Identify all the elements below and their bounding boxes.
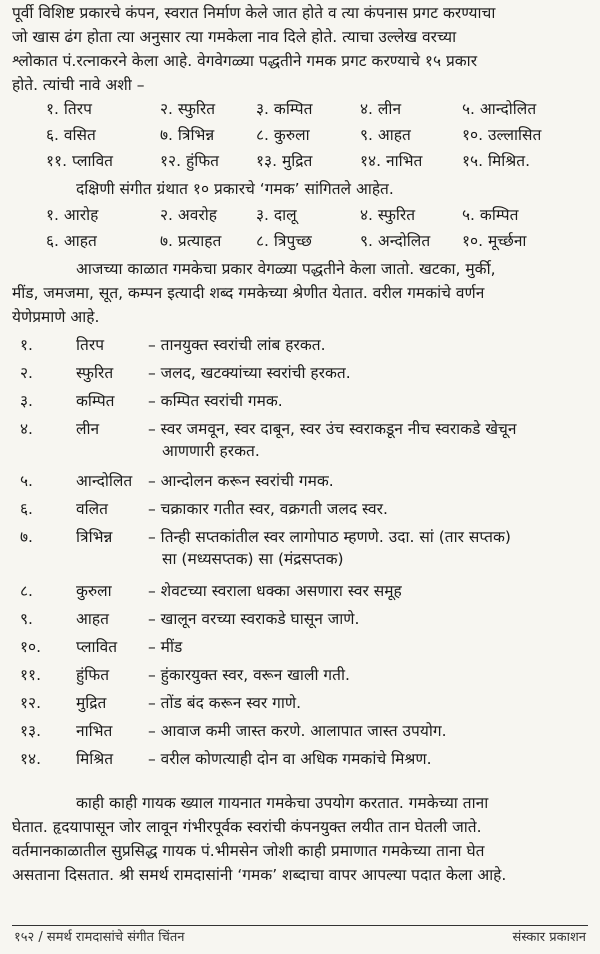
list-item: ६. आहत [46,232,97,250]
list-10-row-2 [0,228,600,254]
closing-line-1: काही काही गायक ख्याल गायनात गमकेचा उपयोग करतात. गमकेच्या ताना [76,794,489,812]
list-item: ८. त्रिपुच्छ [256,232,312,250]
closing-line-3: वर्तमानकाळातील सुप्रसिद्ध गायक पं.भीमसेन जोशी काही प्रमाणात गमकेच्या ताना घेत [12,842,485,860]
modern-line-1: आजच्या काळात गमकेचा प्रकार वेगळ्या पद्धतीने केला जातो. खटका, मुर्की, [76,260,496,278]
definition-row [0,416,600,464]
definition-text-continued: सा (मध्यसप्तक) सा (मंद्रसप्तक) [162,550,344,568]
definition-text: – खालून वरच्या स्वराकडे घासून जाणे. [148,610,360,628]
definition-number: ६. [20,500,33,518]
closing-line-4: असताना दिसतात. श्री समर्थ रामदासांनी ‘गमक’ शब्दाचा वापर आपल्या पदात केला आहे. [12,866,507,884]
intro-line-1: पूर्वी विशिष्ट प्रकारचे कंपन, स्वरात निर्माण केले जात होते व त्या कंपनास प्रगट करण्याचा [12,4,496,22]
definition-number: १३. [20,722,42,740]
footer-divider [12,925,588,926]
definition-text: – आन्दोलन करून स्वरांची गमक. [148,472,334,490]
definition-text: – मींड [148,638,183,656]
definition-row [0,606,600,632]
list-item: १४. नाभित [360,152,423,170]
definition-row [0,662,600,688]
intro-line-2: जो खास ढंग होता त्या अनुसार त्या गमकेला नाव दिले होते. त्याचा उल्लेख वरच्या [12,28,457,46]
list-item: १. आरोह [46,206,99,224]
definition-text: – जलद, खटक्यांच्या स्वरांची हरकत. [148,364,351,382]
footer-page-title: १५२ / समर्थ रामदासांचे संगीत चिंतन [14,930,185,945]
definition-number: ४. [20,420,33,438]
list-item: १०. मूर्च्छना [462,232,527,250]
definition-text: – तिन्ही सप्तकांतील स्वर लागोपाठ म्हणणे. उदा. सां (तार सप्तक) [148,528,511,546]
definition-row [0,360,600,386]
definition-number: ३. [20,392,33,410]
modern-line-2: मींड, जमजमा, सूत, कम्पन इत्यादी शब्द गमकेच्या श्रेणीत येतात. वरील गमकांचे वर्णन [12,284,485,302]
definition-term: लीन [76,420,100,438]
definition-row [0,496,600,522]
definition-row [0,332,600,358]
definition-text: – तोंड बंद करून स्वर गाणे. [148,694,302,712]
definition-row [0,468,600,494]
list-10-row-1 [0,202,600,228]
definition-row [0,634,600,660]
definition-term: नाभित [76,722,113,740]
list-item: २. स्फुरित [160,100,216,118]
list-item: १२. हुंफित [160,152,220,170]
definition-text: – शेवटच्या स्वराला धक्का असणारा स्वर समूह [148,582,402,600]
definition-number: ५. [20,472,33,490]
definition-text: – आवाज कमी जास्त करणे. आलापात जास्त उपयोग. [148,722,447,740]
southern-heading: दक्षिणी संगीत ग्रंथात १० प्रकारचे ‘गमक’ सांगितले आहेत. [76,180,394,198]
list-item: ५. आन्दोलित [462,100,537,118]
list-item: ४. लीन [360,100,402,118]
definition-term: वलित [76,500,108,518]
definition-row [0,524,600,572]
definition-text-continued: आणणारी हरकत. [162,442,260,460]
definition-number: २. [20,364,33,382]
definition-term: कम्पित [76,392,115,410]
list-item: १५. मिश्रित. [462,152,531,170]
list-item: ९. अन्दोलित [360,232,431,250]
definition-text: – वरील कोणत्याही दोन वा अधिक गमकांचे मिश्रण. [148,750,432,768]
definition-number: ७. [20,528,33,546]
list-item: ३. दालू [256,206,297,224]
definition-term: तिरप [76,336,104,354]
definition-row [0,388,600,414]
list-item: ६. वसित [46,126,96,144]
definition-number: १०. [20,638,42,656]
list-item: १. तिरप [46,100,92,118]
definition-term: आहत [76,610,109,628]
definition-row [0,578,600,604]
list-item: ७. प्रत्याहत [160,232,222,250]
list-item: ३. कम्पित [256,100,313,118]
list-item: ९. आहत [360,126,411,144]
definition-number: ११. [20,666,42,684]
list-item: १३. मुद्रित [256,152,313,170]
definition-text: – स्वर जमवून, स्वर दाबून, स्वर उंच स्वराकडून नीच स्वराकडे खेचून [148,420,517,438]
list-15-row-1 [0,96,600,122]
definition-term: मिश्रित [76,750,114,768]
definition-text: – कम्पित स्वरांची गमक. [148,392,283,410]
definition-term: कुरुला [76,582,112,600]
list-item: २. अवरोह [160,206,217,224]
definition-text: – चक्राकार गतीत स्वर, वक्रगती जलद स्वर. [148,500,388,518]
definition-text: – तानयुक्त स्वरांची लांब हरकत. [148,336,326,354]
definition-row [0,746,600,772]
definition-row [0,718,600,744]
definition-row [0,690,600,716]
definition-number: ९. [20,610,33,628]
footer-publisher: संस्कार प्रकाशन [512,930,586,945]
intro-line-3: श्लोकात पं.रत्नाकरने केला आहे. वेगवेगळ्या पद्धतीने गमक प्रगट करण्याचे १५ प्रकार [12,52,478,70]
list-item: ५. कम्पित [462,206,519,224]
definition-term: स्फुरित [76,364,114,382]
definition-number: १४. [20,750,42,768]
list-15-row-2 [0,122,600,148]
list-15-row-3 [0,148,600,174]
list-item: ४. स्फुरित [360,206,416,224]
definition-term: मुद्रित [76,694,107,712]
list-item: ८. कुरुला [256,126,310,144]
definition-term: आन्दोलित [76,472,133,490]
list-item: ११. प्लावित [46,152,114,170]
list-item: १०. उल्लासित [462,126,542,144]
definition-number: ८. [20,582,33,600]
closing-line-2: घेतात. हृदयापासून जोर लावून गंभीरपूर्वक स्वरांची कंपनयुक्त लयीत तान घेतली जाते. [12,818,482,836]
definition-term: त्रिभिन्न [76,528,113,546]
definition-text: – हुंकारयुक्त स्वर, वरून खाली गती. [148,666,350,684]
definition-number: १. [20,336,33,354]
definition-term: प्लावित [76,638,118,656]
definition-number: १२. [20,694,42,712]
modern-line-3: येणेप्रमाणे आहे. [12,308,100,326]
intro-line-4: होते. त्यांची नावे अशी – [12,76,145,94]
list-item: ७. त्रिभिन्न [160,126,215,144]
definition-term: हुंफित [76,666,110,684]
